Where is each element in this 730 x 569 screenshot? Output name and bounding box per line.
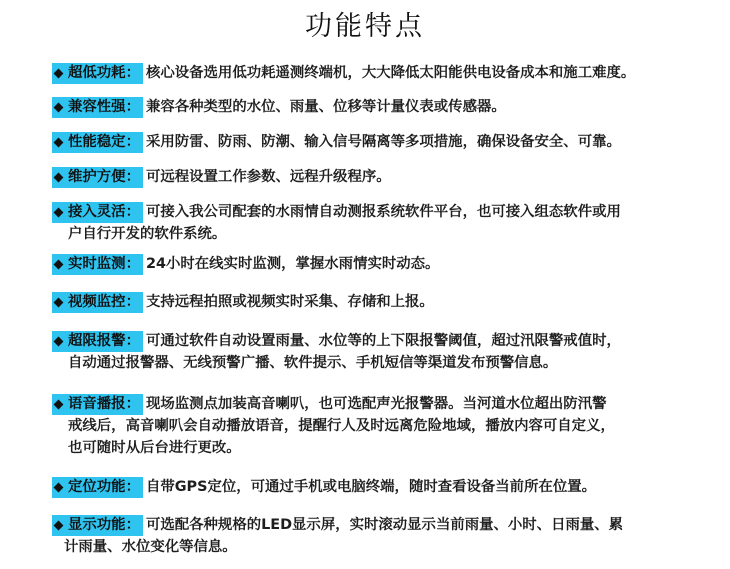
diamond-bullet-icon bbox=[54, 103, 64, 113]
feature-positioning bbox=[52, 476, 702, 498]
feature-text: 自带GPS定位，可通过手机或电脑终端，随时查看设备当前所在位置。 bbox=[145, 479, 597, 495]
diamond-bullet-icon bbox=[54, 337, 64, 347]
diamond-bullet-icon bbox=[54, 521, 64, 531]
diamond-bullet-icon bbox=[54, 208, 64, 218]
page-title: 功能特点 bbox=[305, 11, 425, 42]
feature-label: 超限报警： bbox=[52, 331, 143, 352]
diamond-bullet-icon bbox=[54, 298, 64, 308]
feature-text: 可通过软件自动设置雨量、水位等的上下限报警阈值，超过汛限警戒值时， bbox=[145, 333, 621, 349]
feature-text: 采用防雷、防雨、防潮、输入信号隔离等多项措施，确保设备安全、可靠。 bbox=[145, 134, 621, 150]
feature-label: 维护方便： bbox=[52, 167, 143, 188]
feature-text: 计雨量、水位变化等信息。 bbox=[64, 539, 237, 555]
feature-low-power bbox=[52, 62, 702, 84]
feature-label: 显示功能： bbox=[52, 515, 143, 536]
feature-overlimit-alarm bbox=[52, 330, 702, 374]
feature-text: 户自行开发的软件系统。 bbox=[68, 226, 227, 242]
feature-text: 可远程设置工作参数、远程升级程序。 bbox=[145, 169, 391, 185]
feature-text: 自动通过报警器、无线预警广播、软件提示、手机短信等渠道发布预警信息。 bbox=[68, 355, 558, 371]
feature-label: 超低功耗： bbox=[52, 63, 143, 84]
diamond-bullet-icon bbox=[54, 483, 64, 493]
feature-label: 性能稳定： bbox=[52, 132, 143, 153]
feature-video-surveillance bbox=[52, 291, 702, 313]
feature-label: 实时监测： bbox=[52, 254, 143, 275]
diamond-bullet-icon bbox=[54, 69, 64, 79]
diamond-bullet-icon bbox=[54, 138, 64, 148]
feature-text: 可接入我公司配套的水雨情自动测报系统软件平台，也可接入组态软件或用 bbox=[145, 204, 621, 220]
diamond-bullet-icon bbox=[54, 260, 64, 270]
feature-label: 接入灵活： bbox=[52, 202, 143, 223]
feature-display bbox=[52, 514, 702, 558]
feature-text: 戒线后，高音喇叭会自动播放语音，提醒行人及时远离危险地域，播放内容可自定义， bbox=[68, 418, 615, 434]
diamond-bullet-icon bbox=[54, 173, 64, 183]
feature-flexible-access bbox=[52, 201, 702, 245]
feature-text: 24小时在线实时监测，掌握水雨情实时动态。 bbox=[145, 256, 440, 272]
feature-text: 也可随时从后台进行更改。 bbox=[68, 440, 241, 456]
feature-text: 兼容各种类型的水位、雨量、位移等计量仪表或传感器。 bbox=[145, 99, 506, 115]
feature-text: 可选配各种规格的LED显示屏，实时滚动显示当前雨量、小时、日雨量、累 bbox=[145, 517, 624, 533]
feature-label: 视频监控： bbox=[52, 292, 143, 313]
feature-text: 核心设备选用低功耗遥测终端机，大大降低太阳能供电设备成本和施工难度。 bbox=[145, 65, 636, 81]
feature-label: 语音播报： bbox=[52, 394, 143, 415]
feature-voice-broadcast bbox=[52, 393, 702, 459]
feature-label: 定位功能： bbox=[52, 477, 143, 498]
diamond-bullet-icon bbox=[54, 400, 64, 410]
feature-maintenance bbox=[52, 166, 702, 188]
feature-text: 现场监测点加装高音喇叭，也可选配声光报警器。当河道水位超出防汛警 bbox=[145, 396, 607, 412]
feature-realtime-monitoring bbox=[52, 253, 702, 275]
feature-label: 兼容性强： bbox=[52, 97, 143, 118]
feature-compatibility bbox=[52, 96, 702, 118]
feature-text: 支持远程拍照或视频实时采集、存储和上报。 bbox=[145, 294, 434, 310]
feature-stability bbox=[52, 131, 702, 153]
